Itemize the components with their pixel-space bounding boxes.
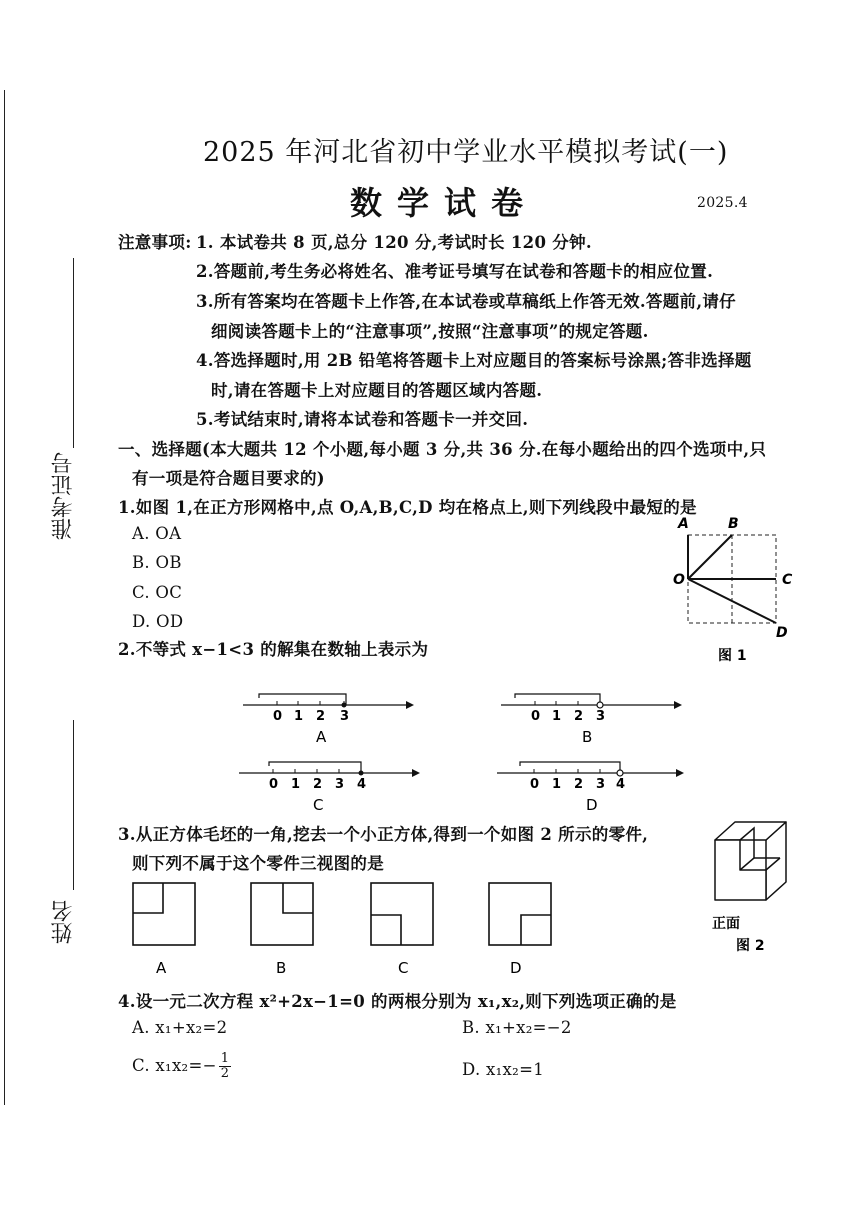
q1-point-a: A bbox=[678, 516, 689, 532]
exam-date: 2025.4 bbox=[697, 195, 748, 211]
notice-item-5: 5.考试结束时,请将本试卷和答题卡一并交回. bbox=[196, 410, 529, 429]
q3-label-a: A bbox=[156, 959, 167, 977]
name-underline bbox=[73, 720, 74, 890]
q3-stem-cont: 则下列不属于这个零件三视图的是 bbox=[132, 854, 384, 873]
q1-point-c: C bbox=[782, 572, 793, 588]
tick-3: 3 bbox=[596, 709, 606, 724]
q3-label-d: D bbox=[510, 959, 522, 977]
q2-number-line-c bbox=[234, 756, 424, 820]
subject-title: 数学试卷 bbox=[350, 184, 539, 222]
q4-option-c-fraction bbox=[219, 1052, 232, 1081]
fraction-numerator: 1 bbox=[220, 1051, 230, 1066]
q1-option-b: B. OB bbox=[132, 553, 182, 572]
notice-label: 注意事项: bbox=[118, 233, 192, 252]
notice-item-3: 3.所有答案均在答题卡上作答,在本试卷或草稿纸上作答无效.答题前,请仔 bbox=[196, 292, 736, 311]
q2-number-line-a bbox=[238, 688, 418, 752]
q1-point-d: D bbox=[776, 625, 788, 641]
q2-label-d: D bbox=[586, 796, 598, 814]
q3-view-a bbox=[130, 880, 200, 980]
q3-stem: 3.从正方体毛坯的一角,挖去一个小正方体,得到一个如图 2 所示的零件, bbox=[118, 825, 649, 844]
tick-1: 1 bbox=[552, 709, 562, 724]
tick-4: 4 bbox=[616, 777, 626, 792]
fraction-denominator: 2 bbox=[220, 1066, 230, 1081]
q1-option-d: D. OD bbox=[132, 612, 184, 631]
tick-2: 2 bbox=[574, 777, 584, 792]
tick-2: 2 bbox=[316, 709, 326, 724]
section-heading: 一、选择题(本大题共 12 个小题,每小题 3 分,共 36 分.在每小题给出的四个选项中,只 bbox=[118, 440, 767, 459]
q3-front-label: 正面 bbox=[712, 916, 740, 932]
q1-figure bbox=[668, 512, 808, 672]
margin-line bbox=[4, 90, 5, 1105]
q4-option-c bbox=[132, 1052, 231, 1081]
q2-label-a: A bbox=[316, 728, 327, 746]
notice-item-3-cont: 细阅读答题卡上的“注意事项”,按照“注意事项”的规定答题. bbox=[211, 322, 649, 341]
q1-point-b: B bbox=[728, 516, 739, 532]
q1-point-o: O bbox=[673, 572, 685, 588]
tick-0: 0 bbox=[531, 709, 541, 724]
q3-view-d bbox=[486, 880, 556, 980]
notice-item-4: 4.答选择题时,用 2B 铅笔将答题卡上对应题目的答案标号涂黑;答非选择题 bbox=[196, 351, 752, 370]
tick-0: 0 bbox=[269, 777, 279, 792]
q3-label-b: B bbox=[276, 959, 287, 977]
q3-view-b bbox=[248, 880, 318, 980]
q3-view-c bbox=[368, 880, 438, 980]
tick-3: 3 bbox=[340, 709, 350, 724]
tick-3: 3 bbox=[596, 777, 606, 792]
q4-option-b: B. x₁+x₂=−2 bbox=[462, 1018, 572, 1037]
tick-2: 2 bbox=[313, 777, 323, 792]
q2-stem: 2.不等式 x−1<3 的解集在数轴上表示为 bbox=[118, 640, 429, 659]
q3-figure-caption: 图 2 bbox=[736, 938, 765, 954]
tick-4: 4 bbox=[357, 777, 367, 792]
tick-0: 0 bbox=[273, 709, 283, 724]
section-heading-cont: 有一项是符合题目要求的) bbox=[132, 469, 325, 488]
q4-stem: 4.设一元二次方程 x²+2x−1=0 的两根分别为 x₁,x₂,则下列选项正确的是 bbox=[118, 992, 677, 1011]
q2-number-line-d bbox=[492, 756, 688, 820]
q2-label-b: B bbox=[582, 728, 593, 746]
name-label: 姓名 bbox=[51, 900, 76, 944]
q2-number-line-b bbox=[496, 688, 686, 752]
q1-stem: 1.如图 1,在正方形网格中,点 O,A,B,C,D 均在格点上,则下列线段中最短的是 bbox=[118, 498, 697, 517]
q4-option-c-text: C. x₁x₂=− bbox=[132, 1056, 217, 1075]
q2-label-c: C bbox=[313, 796, 324, 814]
q4-option-d: D. x₁x₂=1 bbox=[462, 1060, 544, 1079]
exam-title: 2025 年河北省初中学业水平模拟考试(一) bbox=[203, 137, 729, 168]
tick-1: 1 bbox=[291, 777, 301, 792]
tick-1: 1 bbox=[552, 777, 562, 792]
tick-1: 1 bbox=[294, 709, 304, 724]
exam-id-label: 准考证号 bbox=[51, 452, 76, 540]
tick-0: 0 bbox=[530, 777, 540, 792]
tick-3: 3 bbox=[335, 777, 345, 792]
q3-part-figure bbox=[710, 818, 810, 960]
tick-2: 2 bbox=[574, 709, 584, 724]
q3-label-c: C bbox=[398, 959, 409, 977]
q1-figure-caption: 图 1 bbox=[718, 648, 747, 664]
notice-item-2: 2.答题前,考生务必将姓名、准考证号填写在试卷和答题卡的相应位置. bbox=[196, 262, 714, 281]
notice-item-4-cont: 时,请在答题卡上对应题目的答题区域内答题. bbox=[211, 381, 543, 400]
q1-option-c: C. OC bbox=[132, 583, 183, 602]
exam-id-underline bbox=[73, 258, 74, 448]
notice-item-1: 1. 本试卷共 8 页,总分 120 分,考试时长 120 分钟. bbox=[196, 233, 592, 252]
q4-option-a: A. x₁+x₂=2 bbox=[132, 1018, 228, 1037]
q1-option-a: A. OA bbox=[132, 524, 182, 543]
